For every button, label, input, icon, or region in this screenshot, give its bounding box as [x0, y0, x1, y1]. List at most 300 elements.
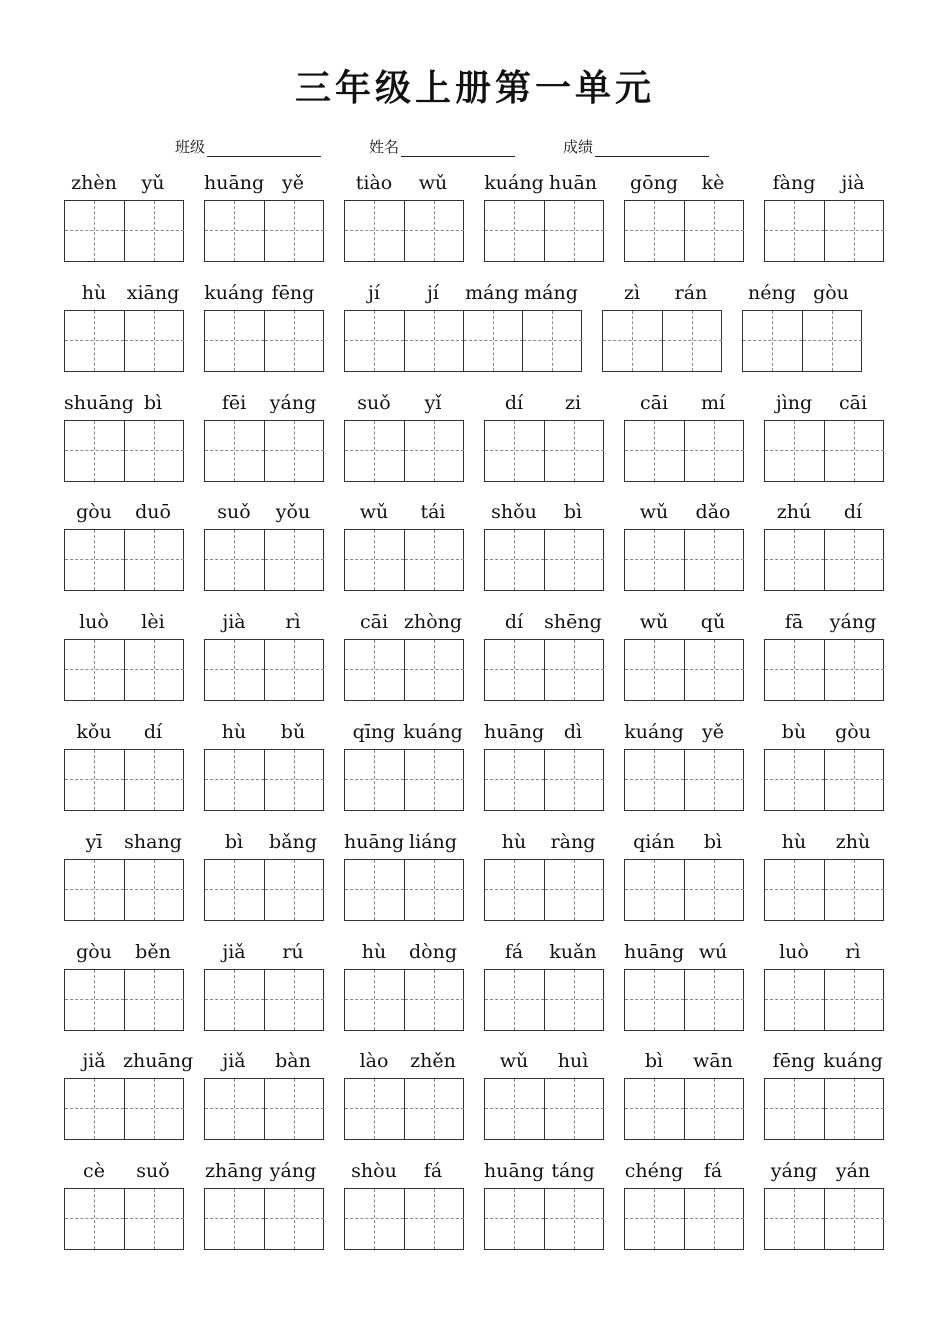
pinyin-syllable: bǎng [269, 831, 317, 853]
character-cell[interactable] [544, 640, 603, 700]
writing-boxes [344, 200, 464, 262]
character-cell[interactable] [205, 640, 264, 700]
writing-boxes [204, 200, 324, 262]
character-cell[interactable] [765, 1079, 824, 1139]
character-cell[interactable] [625, 530, 684, 590]
character-cell[interactable] [65, 860, 124, 920]
pinyin-syllable: dì [563, 721, 583, 743]
pinyin-syllable: gòu [76, 501, 112, 523]
writing-boxes [484, 1078, 604, 1140]
name-label: 姓名 [369, 138, 400, 156]
pinyin-syllable: yǐ [424, 392, 442, 414]
character-cell[interactable] [124, 860, 183, 920]
character-cell[interactable] [824, 860, 883, 920]
writing-boxes [344, 859, 464, 921]
character-cell[interactable] [65, 530, 124, 590]
pinyin-syllable: yán [835, 1160, 871, 1182]
character-cell[interactable] [264, 530, 323, 590]
word-row [0, 721, 950, 831]
pinyin-syllable: suǒ [217, 501, 251, 523]
pinyin-syllable: duō [135, 501, 171, 523]
word-row [0, 1160, 950, 1270]
character-cell[interactable] [264, 640, 323, 700]
pinyin-syllable: jiǎ [222, 1050, 246, 1072]
character-cell[interactable] [544, 1189, 603, 1249]
pinyin-syllable: shang [124, 831, 182, 853]
character-cell[interactable] [124, 970, 183, 1030]
writing-boxes [764, 1188, 884, 1250]
writing-boxes [204, 420, 324, 482]
pinyin-syllable: fēi [221, 392, 247, 414]
pinyin-syllable: hù [81, 282, 107, 304]
writing-boxes [344, 1078, 464, 1140]
writing-boxes [764, 639, 884, 701]
writing-boxes [484, 749, 604, 811]
pinyin-syllable: fēng [271, 282, 315, 304]
class-blank[interactable] [207, 140, 321, 157]
writing-boxes [624, 639, 744, 701]
pinyin-syllable: fá [423, 1160, 443, 1182]
character-cell[interactable] [205, 311, 264, 371]
writing-boxes [204, 969, 324, 1031]
pinyin-syllable: bì [703, 831, 723, 853]
pinyin-syllable: dǎo [695, 501, 731, 523]
writing-boxes [742, 310, 862, 372]
character-cell[interactable] [65, 201, 124, 261]
character-cell[interactable] [404, 201, 463, 261]
character-cell[interactable] [205, 1189, 264, 1249]
character-cell[interactable] [345, 201, 404, 261]
class-label: 班级 [175, 138, 206, 156]
character-cell[interactable] [345, 1189, 404, 1249]
pinyin-syllable: bàn [275, 1050, 311, 1072]
character-cell[interactable] [603, 311, 662, 371]
score-field[interactable] [563, 136, 709, 157]
pinyin-syllable: yáng [269, 392, 317, 414]
pinyin-syllable: kǒu [76, 721, 112, 743]
pinyin-syllable: bì [143, 392, 163, 414]
writing-boxes [624, 420, 744, 482]
writing-boxes [484, 200, 604, 262]
pinyin-syllable: jìng [775, 392, 813, 414]
character-cell[interactable] [345, 750, 404, 810]
pinyin-syllable: jià [222, 611, 246, 633]
pinyin-syllable: jiǎ [222, 941, 246, 963]
character-cell[interactable] [824, 201, 883, 261]
word-row [0, 282, 950, 392]
writing-boxes [764, 529, 884, 591]
pinyin-syllable: bì [644, 1050, 664, 1072]
writing-boxes [764, 1078, 884, 1140]
student-info [175, 136, 757, 157]
writing-boxes [64, 969, 184, 1031]
pinyin-syllable: wǔ [639, 501, 669, 523]
character-cell[interactable] [684, 530, 743, 590]
pinyin-syllable: huāng [484, 1160, 545, 1182]
character-cell[interactable] [684, 750, 743, 810]
character-cell[interactable] [824, 1079, 883, 1139]
pinyin-syllable: yě [282, 172, 304, 194]
pinyin-syllable: dòng [408, 941, 457, 963]
character-cell[interactable] [205, 860, 264, 920]
writing-boxes [764, 420, 884, 482]
pinyin-syllable: shuāng [64, 392, 134, 414]
character-cell[interactable] [345, 860, 404, 920]
writing-boxes [64, 420, 184, 482]
pinyin-syllable: shǒu [491, 501, 537, 523]
writing-boxes [344, 310, 582, 372]
character-cell[interactable] [264, 860, 323, 920]
writing-boxes [484, 420, 604, 482]
pinyin-syllable: gōng [629, 172, 678, 194]
pinyin-syllable: chéng [624, 1160, 684, 1182]
character-cell[interactable] [662, 311, 721, 371]
writing-boxes [64, 859, 184, 921]
word-row [0, 392, 950, 502]
character-cell[interactable] [544, 1079, 603, 1139]
writing-boxes [344, 420, 464, 482]
pinyin-syllable: rì [845, 941, 861, 963]
writing-boxes [624, 1188, 744, 1250]
character-cell[interactable] [684, 1189, 743, 1249]
character-cell[interactable] [124, 640, 183, 700]
pinyin-syllable: zhěn [410, 1050, 456, 1072]
pinyin-syllable: kuáng [484, 172, 544, 194]
pinyin-syllable: běn [135, 941, 171, 963]
page-title: 三年级上册第一单元 [294, 67, 655, 109]
character-cell[interactable] [824, 1189, 883, 1249]
pinyin-syllable: rì [285, 611, 301, 633]
writing-boxes [64, 1188, 184, 1250]
character-cell[interactable] [824, 421, 883, 481]
character-cell[interactable] [205, 201, 264, 261]
character-cell[interactable] [485, 1079, 544, 1139]
pinyin-syllable: qián [633, 831, 675, 853]
character-cell[interactable] [765, 750, 824, 810]
pinyin-syllable: máng [465, 282, 519, 304]
character-cell[interactable] [65, 311, 124, 371]
character-cell[interactable] [65, 1079, 124, 1139]
pinyin-syllable: yáng [269, 1160, 317, 1182]
character-cell[interactable] [205, 530, 264, 590]
character-cell[interactable] [345, 1079, 404, 1139]
writing-boxes [204, 1188, 324, 1250]
character-cell[interactable] [124, 421, 183, 481]
character-cell[interactable] [544, 530, 603, 590]
pinyin-syllable: cāi [639, 392, 669, 414]
pinyin-syllable: zì [623, 282, 641, 304]
writing-boxes [344, 1188, 464, 1250]
pinyin-syllable: jí [427, 282, 439, 304]
character-cell[interactable] [65, 421, 124, 481]
character-cell[interactable] [824, 750, 883, 810]
pinyin-syllable: máng [524, 282, 578, 304]
character-cell[interactable] [404, 640, 463, 700]
pinyin-syllable: tiào [355, 172, 393, 194]
character-cell[interactable] [345, 530, 404, 590]
character-cell[interactable] [404, 970, 463, 1030]
character-cell[interactable] [65, 970, 124, 1030]
pinyin-syllable: zi [564, 392, 582, 414]
pinyin-syllable: cè [83, 1160, 105, 1182]
writing-boxes [204, 749, 324, 811]
pinyin-syllable: wǔ [359, 501, 389, 523]
character-cell[interactable] [463, 311, 522, 371]
character-cell[interactable] [544, 201, 603, 261]
pinyin-syllable: dí [504, 611, 524, 633]
writing-boxes [624, 200, 744, 262]
writing-boxes [344, 529, 464, 591]
writing-boxes [344, 749, 464, 811]
writing-boxes [64, 310, 184, 372]
writing-boxes [624, 859, 744, 921]
character-cell[interactable] [264, 1189, 323, 1249]
pinyin-syllable: suǒ [357, 392, 391, 414]
pinyin-syllable: kè [701, 172, 725, 194]
pinyin-syllable: dí [504, 392, 524, 414]
character-cell[interactable] [765, 201, 824, 261]
pinyin-syllable: yáng [770, 1160, 818, 1182]
character-cell[interactable] [625, 860, 684, 920]
pinyin-syllable: dí [843, 501, 863, 523]
character-cell[interactable] [765, 530, 824, 590]
pinyin-syllable: gòu [76, 941, 112, 963]
pinyin-syllable: bì [224, 831, 244, 853]
character-cell[interactable] [124, 530, 183, 590]
class-field[interactable] [175, 136, 321, 157]
character-cell[interactable] [205, 1079, 264, 1139]
character-cell[interactable] [65, 750, 124, 810]
writing-boxes [484, 859, 604, 921]
character-cell[interactable] [404, 421, 463, 481]
character-cell[interactable] [124, 750, 183, 810]
writing-boxes [484, 1188, 604, 1250]
character-cell[interactable] [765, 640, 824, 700]
character-cell[interactable] [404, 530, 463, 590]
character-cell[interactable] [544, 970, 603, 1030]
character-cell[interactable] [345, 421, 404, 481]
pinyin-syllable: luò [779, 941, 809, 963]
character-cell[interactable] [404, 311, 463, 371]
character-cell[interactable] [544, 750, 603, 810]
character-cell[interactable] [485, 1189, 544, 1249]
pinyin-syllable: hù [781, 831, 807, 853]
character-cell[interactable] [824, 970, 883, 1030]
pinyin-syllable: wǔ [639, 611, 669, 633]
pinyin-syllable: fá [504, 941, 524, 963]
pinyin-syllable: jiǎ [82, 1050, 106, 1072]
name-field[interactable] [369, 136, 515, 157]
character-cell[interactable] [205, 970, 264, 1030]
character-cell[interactable] [485, 640, 544, 700]
character-cell[interactable] [65, 640, 124, 700]
pinyin-syllable: rú [282, 941, 304, 963]
pinyin-syllable: bǔ [280, 721, 306, 743]
writing-boxes [64, 1078, 184, 1140]
writing-boxes [624, 969, 744, 1031]
pinyin-syllable: lào [359, 1050, 389, 1072]
pinyin-syllable: suǒ [136, 1160, 170, 1182]
pinyin-syllable: fá [703, 1160, 723, 1182]
character-cell[interactable] [205, 750, 264, 810]
character-cell[interactable] [264, 421, 323, 481]
pinyin-syllable: fā [784, 611, 804, 633]
character-cell[interactable] [485, 970, 544, 1030]
pinyin-syllable: fēng [772, 1050, 816, 1072]
character-cell[interactable] [824, 640, 883, 700]
writing-boxes [484, 969, 604, 1031]
character-cell[interactable] [684, 1079, 743, 1139]
character-cell[interactable] [684, 970, 743, 1030]
writing-boxes [64, 749, 184, 811]
character-cell[interactable] [345, 640, 404, 700]
pinyin-syllable: wǔ [499, 1050, 529, 1072]
character-cell[interactable] [485, 421, 544, 481]
character-cell[interactable] [124, 1189, 183, 1249]
pinyin-syllable: zhù [835, 831, 871, 853]
score-label: 成绩 [563, 138, 594, 156]
character-cell[interactable] [485, 860, 544, 920]
pinyin-syllable: yī [85, 831, 103, 853]
character-cell[interactable] [264, 1079, 323, 1139]
pinyin-syllable: dí [143, 721, 163, 743]
pinyin-syllable: bù [781, 721, 807, 743]
character-cell[interactable] [404, 1189, 463, 1249]
character-cell[interactable] [625, 421, 684, 481]
word-row [0, 611, 950, 721]
pinyin-syllable: jí [368, 282, 380, 304]
character-cell[interactable] [404, 1079, 463, 1139]
character-cell[interactable] [625, 1079, 684, 1139]
character-cell[interactable] [264, 311, 323, 371]
pinyin-syllable: shēng [544, 611, 602, 633]
word-row [0, 941, 950, 1051]
pinyin-syllable: zhòng [403, 611, 463, 633]
pinyin-syllable: huān [548, 172, 598, 194]
pinyin-syllable: cāi [359, 611, 389, 633]
writing-boxes [344, 969, 464, 1031]
character-cell[interactable] [522, 311, 581, 371]
character-cell[interactable] [765, 970, 824, 1030]
character-cell[interactable] [345, 970, 404, 1030]
character-cell[interactable] [124, 201, 183, 261]
character-cell[interactable] [625, 640, 684, 700]
name-blank[interactable] [401, 140, 515, 157]
pinyin-syllable: kuǎn [549, 941, 597, 963]
pinyin-syllable: gòu [813, 282, 849, 304]
pinyin-syllable: hù [221, 721, 247, 743]
character-cell[interactable] [124, 1079, 183, 1139]
pinyin-syllable: yǒu [275, 501, 311, 523]
pinyin-syllable: wǔ [418, 172, 448, 194]
pinyin-syllable: jià [841, 172, 865, 194]
character-cell[interactable] [544, 860, 603, 920]
writing-boxes [764, 200, 884, 262]
writing-boxes [204, 639, 324, 701]
pinyin-syllable: gòu [835, 721, 871, 743]
character-cell[interactable] [824, 530, 883, 590]
pinyin-syllable: fàng [772, 172, 816, 194]
word-row [0, 1050, 950, 1160]
writing-boxes [484, 639, 604, 701]
character-cell[interactable] [485, 201, 544, 261]
character-cell[interactable] [765, 860, 824, 920]
pinyin-syllable: tái [420, 501, 446, 523]
character-cell[interactable] [404, 860, 463, 920]
pinyin-syllable: xiāng [126, 282, 180, 304]
pinyin-syllable: huì [557, 1050, 589, 1072]
pinyin-syllable: liáng [409, 831, 457, 853]
writing-boxes [624, 749, 744, 811]
writing-boxes [484, 529, 604, 591]
pinyin-syllable: mí [700, 392, 726, 414]
pinyin-syllable: néng [748, 282, 796, 304]
pinyin-syllable: zhú [776, 501, 812, 523]
writing-boxes [602, 310, 722, 372]
character-cell[interactable] [765, 1189, 824, 1249]
pinyin-syllable: lèi [141, 611, 165, 633]
writing-boxes [204, 529, 324, 591]
character-cell[interactable] [625, 1189, 684, 1249]
pinyin-syllable: huāng [344, 831, 405, 853]
character-cell[interactable] [625, 750, 684, 810]
writing-boxes [764, 749, 884, 811]
pinyin-syllable: zhāng [205, 1160, 263, 1182]
character-cell[interactable] [684, 860, 743, 920]
character-cell[interactable] [625, 970, 684, 1030]
character-cell[interactable] [485, 750, 544, 810]
character-cell[interactable] [544, 421, 603, 481]
word-row [0, 172, 950, 282]
pinyin-syllable: wú [698, 941, 728, 963]
character-cell[interactable] [264, 970, 323, 1030]
character-cell[interactable] [264, 750, 323, 810]
character-cell[interactable] [264, 201, 323, 261]
character-cell[interactable] [765, 421, 824, 481]
pinyin-syllable: wān [693, 1050, 733, 1072]
character-cell[interactable] [485, 530, 544, 590]
character-cell[interactable] [743, 311, 802, 371]
word-row [0, 501, 950, 611]
writing-boxes [64, 639, 184, 701]
character-cell[interactable] [65, 1189, 124, 1249]
pinyin-syllable: hù [501, 831, 527, 853]
pinyin-syllable: cāi [838, 392, 868, 414]
character-cell[interactable] [684, 421, 743, 481]
score-blank[interactable] [595, 140, 709, 157]
character-cell[interactable] [124, 311, 183, 371]
character-cell[interactable] [684, 640, 743, 700]
writing-boxes [764, 859, 884, 921]
pinyin-syllable: hù [361, 941, 387, 963]
character-cell[interactable] [345, 311, 404, 371]
character-cell[interactable] [684, 201, 743, 261]
pinyin-syllable: táng [551, 1160, 595, 1182]
pinyin-syllable: kuáng [204, 282, 264, 304]
pinyin-syllable: huāng [204, 172, 265, 194]
writing-boxes [624, 529, 744, 591]
pinyin-syllable: kuáng [624, 721, 684, 743]
pinyin-syllable: kuáng [823, 1050, 883, 1072]
character-cell[interactable] [205, 421, 264, 481]
character-cell[interactable] [802, 311, 861, 371]
writing-boxes [764, 969, 884, 1031]
pinyin-syllable: yǔ [141, 172, 165, 194]
character-cell[interactable] [625, 201, 684, 261]
writing-boxes [204, 1078, 324, 1140]
character-cell[interactable] [404, 750, 463, 810]
pinyin-syllable: huāng [624, 941, 685, 963]
